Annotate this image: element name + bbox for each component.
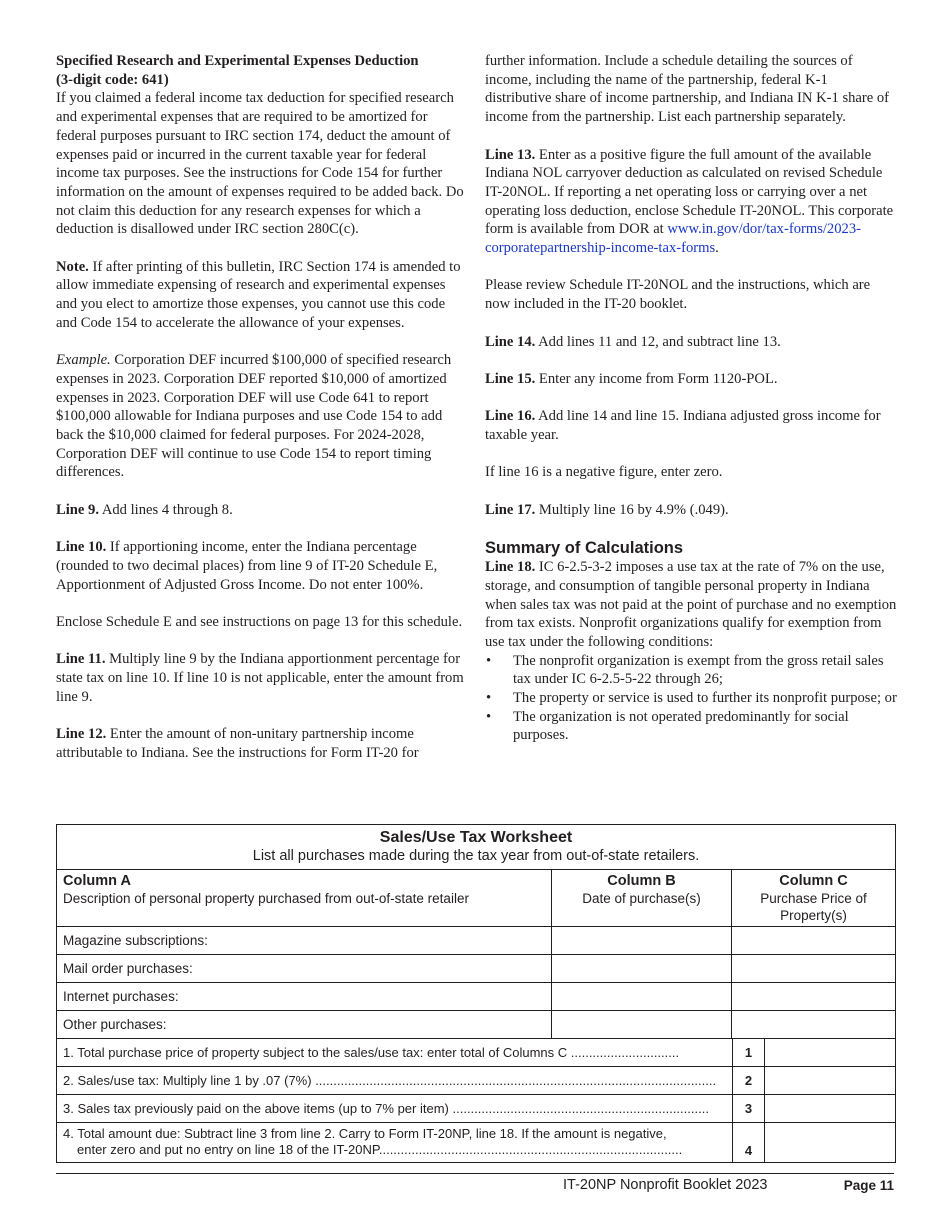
deduction-heading: Specified Research and Experimental Expenses Deduction (56, 53, 419, 69)
line10-paragraph (56, 538, 468, 594)
dor-forms-link[interactable]: www.in.gov/dor/tax-forms/2023-corporatepartnership-income-tax-forms (485, 221, 861, 257)
entry-label: Other purchases: (57, 1011, 552, 1038)
line9-text: Add lines 4 through 8. (98, 501, 233, 518)
footer-booklet-title: IT-20NP Nonprofit Booklet 2023 (563, 1177, 768, 1193)
date-cell[interactable] (552, 1011, 732, 1038)
line-3-amount-field[interactable] (765, 1095, 895, 1122)
list-item: • The property or service is used to further its nonprofit purpose; or (485, 689, 897, 708)
summary-heading: Summary of Calculations (485, 539, 684, 558)
table-row (57, 1011, 895, 1039)
entry-label: Mail order purchases: (57, 955, 552, 982)
line-3-number: 3 (732, 1095, 765, 1122)
line-4-text-a: 4. Total amount due: Subtract line 3 from line 2. Carry to Form IT-20NP, line 18. If the amount is negative, (63, 1126, 667, 1141)
line9-label: Line 9. (56, 501, 99, 518)
line-4-text-b-wrap: enter zero and put no entry on line 18 of the IT-20NP.................................................................................... (77, 1142, 683, 1157)
line-2-text: 2. Sales/use tax: Multiply line 1 by .07 (7%) (63, 1073, 312, 1088)
line16-paragraph (485, 407, 897, 444)
price-cell[interactable] (732, 1011, 895, 1038)
column-b-desc: Date of purchase(s) (582, 891, 701, 906)
line11-paragraph (56, 650, 468, 706)
line13-text: Enter as a positive figure the full amount of the available Indiana NOL carryover deduction as calculated on revised Schedule IT-20NOL. If reporting a net operating loss or carrying over a net operating loss deduction, enclose Schedule IT-20NOL. This corporate form is available from DOR at (485, 146, 894, 238)
note-paragraph (56, 258, 468, 333)
example-label: Example. (56, 352, 111, 369)
line9-paragraph (56, 501, 468, 520)
date-cell[interactable] (552, 955, 732, 982)
column-a-header (57, 870, 552, 926)
worksheet-line-4 (57, 1123, 895, 1162)
example-text: Corporation DEF incurred $100,000 of specified research expenses in 2023. Corporation DEF reported $10,000 of amortized expenses in 2023. Corporation DEF will use Code 641 to report $100,000 allowable for Indiana purposes and use Code 154 to add back the $10,000 claimed for federal purposes. For 2024-2028, Corporation DEF will continue to use Code 154 to report timing differences. (56, 352, 452, 481)
column-c-title: Column C (779, 873, 848, 889)
line-2-amount-field[interactable] (765, 1067, 895, 1094)
footer-divider (56, 1173, 894, 1174)
price-cell[interactable] (732, 927, 895, 954)
line-4-amount-field[interactable] (765, 1123, 895, 1162)
note-text: If after printing of this bulletin, IRC Section 174 is amended to allow immediate expensing of research and experimental expenses and you elect to amortize those expenses, you cannot use this code and Code 154 to accelerate the allowance of your expenses. (56, 258, 461, 331)
line-4-text-b: enter zero and put no entry on line 18 of the IT-20NP (77, 1142, 379, 1157)
date-cell[interactable] (552, 927, 732, 954)
worksheet-line-1 (57, 1039, 895, 1067)
line-3-text: 3. Sales tax previously paid on the above items (up to 7% per item) (63, 1101, 449, 1116)
line16-text: Add line 14 and line 15. Indiana adjusted gross income for taxable year. (485, 408, 881, 443)
line-2-label: 2. Sales/use tax: Multiply line 1 by .07 (7%) ............................................................................................................... (63, 1073, 717, 1088)
line15-paragraph (485, 370, 897, 389)
line16-label: Line 16. (485, 408, 536, 425)
negative-paragraph: If line 16 is a negative figure, enter zero. (485, 464, 723, 481)
line17-paragraph (485, 501, 897, 520)
line12-label: Line 12. (56, 726, 107, 743)
enclose-paragraph: Enclose Schedule E and see instructions on page 13 for this schedule. (56, 614, 463, 631)
sales-use-tax-worksheet (56, 824, 896, 1163)
worksheet-column-headers (57, 870, 895, 927)
example-paragraph (56, 351, 468, 482)
line15-label: Line 15. (485, 370, 536, 387)
deduction-code: (3-digit code: 641) (56, 71, 169, 88)
line-1-number: 1 (732, 1039, 765, 1066)
list-item: • The nonprofit organization is exempt from the gross retail sales tax under IC 6-2.5-5-22 through 26; (485, 652, 897, 689)
line-1-amount-field[interactable] (765, 1039, 895, 1066)
column-c-header (732, 870, 895, 926)
review-paragraph: Please review Schedule IT-20NOL and the instructions, which are now included in the IT-20 booklet. (485, 277, 871, 313)
line-2-number: 2 (732, 1067, 765, 1094)
line12-paragraph (56, 725, 468, 762)
line11-text: Multiply line 9 by the Indiana apportionment percentage for state tax on line 10. If line 10 is not applicable, enter the amount from line 9. (56, 651, 464, 705)
right-column (485, 52, 897, 745)
left-column (56, 52, 468, 763)
line18-label: Line 18. (485, 559, 536, 576)
worksheet-line-2 (57, 1067, 895, 1095)
footer-page-number: Page 11 (843, 1178, 894, 1193)
price-cell[interactable] (732, 955, 895, 982)
line-1-text: 1. Total purchase price of property subject to the sales/use tax: enter total of Columns C (63, 1045, 568, 1060)
worksheet-subtitle: List all purchases made during the tax year from out-of-state retailers. (252, 848, 700, 864)
line17-label: Line 17. (485, 501, 536, 518)
entry-label: Magazine subscriptions: (57, 927, 552, 954)
column-a-title: Column A (63, 873, 131, 889)
line17-text: Multiply line 16 by 4.9% (.049). (535, 501, 729, 518)
line11-label: Line 11. (56, 651, 106, 668)
line18-text: IC 6-2.5-3-2 imposes a use tax at the rate of 7% on the use, storage, and consumption of tangible personal property in Indiana when sales tax was not paid at the point of purchase and no exemption from tax exists. Nonprofit organizations qualify for exemption from use tax under the following conditions: (485, 559, 897, 650)
exemption-conditions-list (485, 652, 897, 746)
entry-label: Internet purchases: (57, 983, 552, 1010)
worksheet-header (57, 825, 895, 870)
line-4-label (57, 1123, 732, 1162)
table-row (57, 927, 895, 955)
line13-label: Line 13. (485, 146, 536, 163)
line14-label: Line 14. (485, 333, 536, 350)
column-a-desc: Description of personal property purchased from out-of-state retailer (63, 891, 469, 906)
line14-paragraph (485, 333, 897, 352)
line12-text: Enter the amount of non-unitary partnership income attributable to Indiana. See the instructions for Form IT-20 for (56, 726, 419, 761)
worksheet-title: Sales/Use Tax Worksheet (379, 829, 573, 846)
line-4-number: 4 (732, 1123, 765, 1162)
line14-text: Add lines 11 and 12, and subtract line 13. (535, 333, 781, 350)
deduction-body: If you claimed a federal income tax deduction for specified research and experimental expenses that are required to be amortized for federal purposes pursuant to IRC section 174, deduct the amount of expenses paid or incurred in the current taxable year for federal income tax purposes. See the instructions for Code 154 for further information on the amount of expenses required to be added back. Do not claim this deduction for any research expenses for which a deduction is disallowed under IRC section 280C(c). (56, 90, 464, 238)
line13-end: . (715, 240, 719, 257)
worksheet-line-3 (57, 1095, 895, 1123)
line18-paragraph (485, 558, 897, 652)
line-3-label: 3. Sales tax previously paid on the above items (up to 7% per item) ....................................................................... (63, 1101, 709, 1116)
price-cell[interactable] (732, 983, 895, 1010)
column-b-header (552, 870, 732, 926)
date-cell[interactable] (552, 983, 732, 1010)
note-label: Note. (56, 258, 89, 275)
list-item: • The organization is not operated predominantly for social purposes. (485, 708, 897, 745)
line13-paragraph (485, 146, 897, 258)
line10-label: Line 10. (56, 539, 107, 556)
deduction-section (56, 52, 468, 239)
line10-text: If apportioning income, enter the Indiana percentage (rounded to two decimal places) from line 9 of IT-20 Schedule E, Apportionment of Adjusted Gross Income. Do not enter 100%. (56, 539, 438, 593)
table-row (57, 983, 895, 1011)
line15-text: Enter any income from Form 1120-POL. (535, 370, 778, 387)
line12-continuation: further information. Include a schedule detailing the sources of income, including the name of the partnership, federal K-1 distributive share of income partnership, and Indiana IN K-1 share of income from the partnership. List each partnership separately. (485, 53, 890, 126)
column-c-desc: Purchase Price of Property(s) (760, 891, 867, 923)
table-row (57, 955, 895, 983)
line-1-label: 1. Total purchase price of property subject to the sales/use tax: enter total of Columns C .............................. (63, 1045, 680, 1060)
column-b-title: Column B (607, 873, 676, 889)
